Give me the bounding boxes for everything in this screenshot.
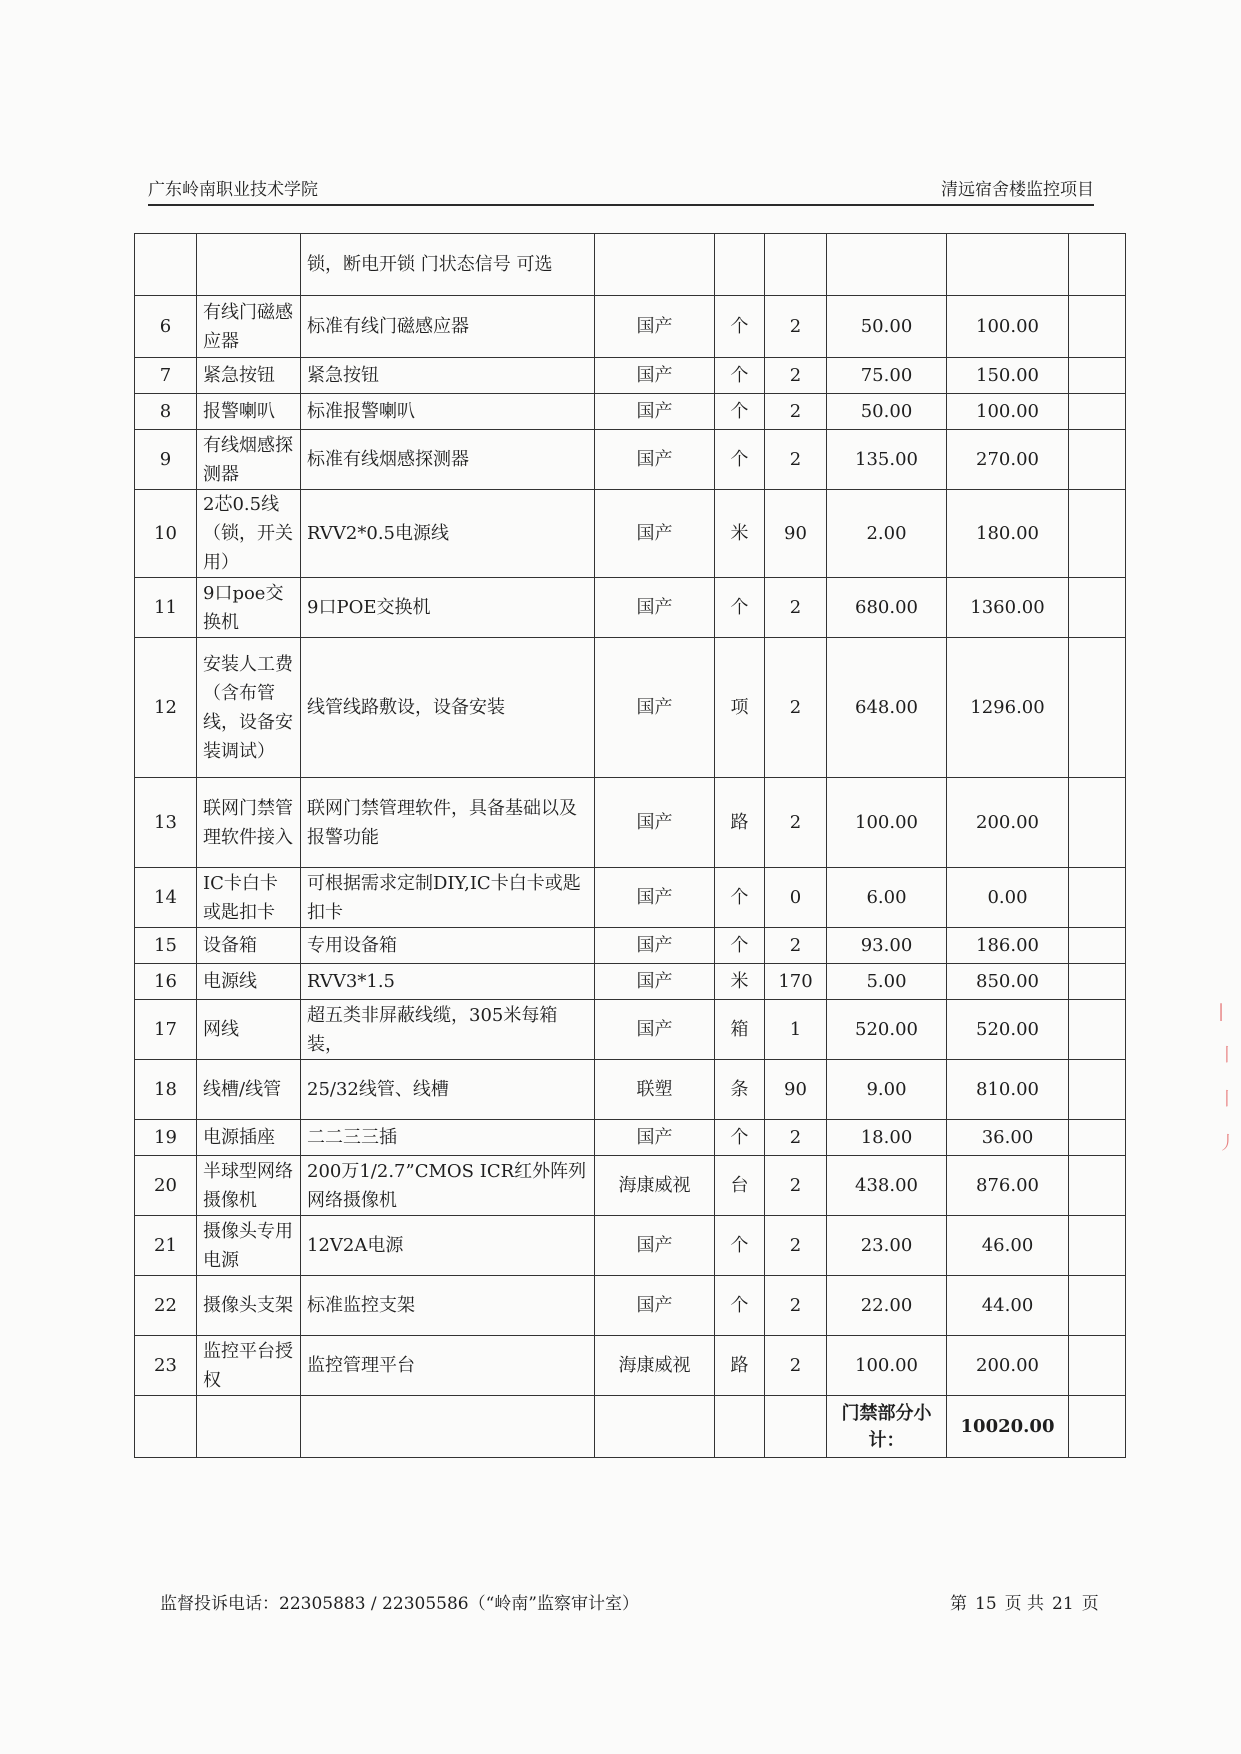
cell-qty: 2 — [765, 778, 827, 868]
header-institution: 广东岭南职业技术学院 — [148, 180, 318, 200]
cell-name: 紧急按钮 — [197, 358, 301, 394]
cell-brand: 国产 — [595, 1120, 715, 1156]
cell-spec: RVV2*0.5电源线 — [301, 490, 595, 578]
cell-unit: 个 — [715, 1216, 765, 1276]
cell-total: 100.00 — [947, 296, 1069, 358]
table-row — [135, 1276, 1126, 1336]
cell-unit: 个 — [715, 578, 765, 638]
cell-note — [1069, 1336, 1126, 1396]
cell-price: 100.00 — [827, 778, 947, 868]
cell-qty: 2 — [765, 358, 827, 394]
table-row — [135, 868, 1126, 928]
cell-brand: 国产 — [595, 358, 715, 394]
cell-price: 5.00 — [827, 964, 947, 1000]
cell-price — [827, 234, 947, 296]
cell-brand: 国产 — [595, 490, 715, 578]
cell-spec: 二二三三插 — [301, 1120, 595, 1156]
cell-name: 电源插座 — [197, 1120, 301, 1156]
complaint-hotline: 监督投诉电话：22305883 / 22305586（“岭南”监察审计室） — [160, 1594, 639, 1614]
cell-total: 520.00 — [947, 1000, 1069, 1060]
cell-total: 100.00 — [947, 394, 1069, 430]
cell-spec: 可根据需求定制DIY,IC卡白卡或匙扣卡 — [301, 868, 595, 928]
cell-note — [1069, 296, 1126, 358]
cell-name: 网线 — [197, 1000, 301, 1060]
subtotal-label: 门禁部分小计： — [827, 1396, 947, 1458]
table-row — [135, 394, 1126, 430]
cell-unit: 路 — [715, 1336, 765, 1396]
cell-unit: 个 — [715, 1276, 765, 1336]
cell-name: 有线门磁感应器 — [197, 296, 301, 358]
cell-name: 安装人工费（含布管线，设备安装调试） — [197, 638, 301, 778]
cell-brand: 国产 — [595, 430, 715, 490]
cell-qty: 90 — [765, 1060, 827, 1120]
cell-name: 电源线 — [197, 964, 301, 1000]
cell-qty: 2 — [765, 1120, 827, 1156]
header-project: 清远宿舍楼监控项目 — [941, 180, 1094, 200]
cell-spec: 9口POE交换机 — [301, 578, 595, 638]
table-row — [135, 1216, 1126, 1276]
cell-name: 2芯0.5线（锁，开关用） — [197, 490, 301, 578]
cell-unit: 个 — [715, 868, 765, 928]
cell-no: 8 — [135, 394, 197, 430]
cell-qty: 2 — [765, 296, 827, 358]
cell-note — [1069, 1216, 1126, 1276]
cell-note — [1069, 234, 1126, 296]
cell-price: 22.00 — [827, 1276, 947, 1336]
cell-note — [1069, 928, 1126, 964]
cell-brand — [595, 234, 715, 296]
table-row — [135, 1000, 1126, 1060]
cell-unit: 米 — [715, 490, 765, 578]
cell-spec: 25/32线管、线槽 — [301, 1060, 595, 1120]
cell-price: 680.00 — [827, 578, 947, 638]
cell-unit — [715, 234, 765, 296]
cell-no: 11 — [135, 578, 197, 638]
table-row — [135, 1156, 1126, 1216]
cell-spec: 超五类非屏蔽线缆，305米每箱装， — [301, 1000, 595, 1060]
cell-no: 19 — [135, 1120, 197, 1156]
cell-brand: 国产 — [595, 928, 715, 964]
cell-unit: 个 — [715, 430, 765, 490]
cell-spec: 紧急按钮 — [301, 358, 595, 394]
cell-qty: 2 — [765, 1336, 827, 1396]
cell-name: 有线烟感探测器 — [197, 430, 301, 490]
cell-unit: 项 — [715, 638, 765, 778]
cell-price: 18.00 — [827, 1120, 947, 1156]
cell-unit: 路 — [715, 778, 765, 868]
cell-name: IC卡白卡或匙扣卡 — [197, 868, 301, 928]
cell-qty: 2 — [765, 394, 827, 430]
price-table — [134, 233, 1126, 1458]
cell-note — [1069, 1276, 1126, 1336]
cell-no: 7 — [135, 358, 197, 394]
page-number: 第 15 页 共 21 页 — [950, 1594, 1099, 1614]
cell-total: 180.00 — [947, 490, 1069, 578]
cell-note — [1069, 358, 1126, 394]
cell-spec: 线管线路敷设，设备安装 — [301, 638, 595, 778]
cell-brand: 国产 — [595, 638, 715, 778]
cell-note — [1069, 1000, 1126, 1060]
cell-spec: 标准监控支架 — [301, 1276, 595, 1336]
cell-brand: 国产 — [595, 1000, 715, 1060]
table-row — [135, 1060, 1126, 1120]
cell-no: 20 — [135, 1156, 197, 1216]
cell-note — [1069, 868, 1126, 928]
cell-unit: 条 — [715, 1060, 765, 1120]
cell-qty: 2 — [765, 430, 827, 490]
red-seal-fragment: | 丨 ⼁ 丿 — [1218, 1001, 1236, 1154]
cell-note — [1069, 1156, 1126, 1216]
table-row — [135, 490, 1126, 578]
cell-no: 10 — [135, 490, 197, 578]
cell-qty: 170 — [765, 964, 827, 1000]
cell-no: 22 — [135, 1276, 197, 1336]
table-row — [135, 578, 1126, 638]
cell-brand: 国产 — [595, 394, 715, 430]
cell-total: 810.00 — [947, 1060, 1069, 1120]
cell-name: 联网门禁管理软件接入 — [197, 778, 301, 868]
cell-name: 半球型网络摄像机 — [197, 1156, 301, 1216]
cell-no: 16 — [135, 964, 197, 1000]
cell-spec: 12V2A电源 — [301, 1216, 595, 1276]
table-row — [135, 1336, 1126, 1396]
cell-price: 100.00 — [827, 1336, 947, 1396]
cell-price: 50.00 — [827, 296, 947, 358]
cell-spec: 标准有线烟感探测器 — [301, 430, 595, 490]
cell-brand: 联塑 — [595, 1060, 715, 1120]
cell-spec: 联网门禁管理软件，具备基础以及报警功能 — [301, 778, 595, 868]
cell-no: 21 — [135, 1216, 197, 1276]
cell-note — [1069, 394, 1126, 430]
cell-spec: 标准有线门磁感应器 — [301, 296, 595, 358]
cell-qty: 2 — [765, 928, 827, 964]
cell-price: 2.00 — [827, 490, 947, 578]
table-row — [135, 234, 1126, 296]
cell-qty: 90 — [765, 490, 827, 578]
cell-note — [1069, 1060, 1126, 1120]
cell-brand: 国产 — [595, 964, 715, 1000]
subtotal-row — [135, 1396, 1126, 1458]
cell-no: 12 — [135, 638, 197, 778]
cell-brand: 国产 — [595, 1216, 715, 1276]
cell-name: 9口poe交换机 — [197, 578, 301, 638]
cell-name: 线槽/线管 — [197, 1060, 301, 1120]
table-row — [135, 430, 1126, 490]
cell-note — [1069, 430, 1126, 490]
cell-note — [1069, 490, 1126, 578]
cell-brand: 国产 — [595, 778, 715, 868]
cell-qty: 2 — [765, 1156, 827, 1216]
cell-total: 46.00 — [947, 1216, 1069, 1276]
cell-spec: 锁，断电开锁 门状态信号 可选 — [301, 234, 595, 296]
cell-note — [1069, 638, 1126, 778]
cell-total: 150.00 — [947, 358, 1069, 394]
cell-price: 23.00 — [827, 1216, 947, 1276]
cell-name: 摄像头专用电源 — [197, 1216, 301, 1276]
cell-qty: 2 — [765, 1216, 827, 1276]
table-row — [135, 964, 1126, 1000]
cell-total: 0.00 — [947, 868, 1069, 928]
cell-unit: 台 — [715, 1156, 765, 1216]
cell-qty: 2 — [765, 638, 827, 778]
cell-note — [1069, 1120, 1126, 1156]
cell-unit: 个 — [715, 394, 765, 430]
cell-note — [1069, 964, 1126, 1000]
cell-brand: 国产 — [595, 578, 715, 638]
cell-note — [1069, 578, 1126, 638]
table-row — [135, 1120, 1126, 1156]
cell-name — [197, 234, 301, 296]
table-row — [135, 778, 1126, 868]
cell-price: 6.00 — [827, 868, 947, 928]
cell-total: 1296.00 — [947, 638, 1069, 778]
cell-price: 648.00 — [827, 638, 947, 778]
cell-total: 876.00 — [947, 1156, 1069, 1216]
cell-price: 93.00 — [827, 928, 947, 964]
cell-price: 50.00 — [827, 394, 947, 430]
cell-name: 摄像头支架 — [197, 1276, 301, 1336]
cell-price: 438.00 — [827, 1156, 947, 1216]
cell-total: 200.00 — [947, 778, 1069, 868]
cell-price: 75.00 — [827, 358, 947, 394]
cell-unit: 个 — [715, 1120, 765, 1156]
cell-unit: 米 — [715, 964, 765, 1000]
cell-price: 9.00 — [827, 1060, 947, 1120]
cell-total — [947, 234, 1069, 296]
cell-brand: 国产 — [595, 1276, 715, 1336]
cell-spec: 200万1/2.7”CMOS ICR红外阵列网络摄像机 — [301, 1156, 595, 1216]
cell-total: 200.00 — [947, 1336, 1069, 1396]
cell-spec: 专用设备箱 — [301, 928, 595, 964]
cell-brand: 海康威视 — [595, 1336, 715, 1396]
cell-qty — [765, 234, 827, 296]
cell-no — [135, 234, 197, 296]
page-header — [148, 176, 1094, 206]
cell-no: 15 — [135, 928, 197, 964]
cell-total: 1360.00 — [947, 578, 1069, 638]
cell-spec: 监控管理平台 — [301, 1336, 595, 1396]
cell-qty: 0 — [765, 868, 827, 928]
cell-no: 6 — [135, 296, 197, 358]
cell-price: 135.00 — [827, 430, 947, 490]
table-row — [135, 296, 1126, 358]
cell-unit: 个 — [715, 928, 765, 964]
cell-no: 17 — [135, 1000, 197, 1060]
cell-name: 设备箱 — [197, 928, 301, 964]
table-row — [135, 358, 1126, 394]
cell-name: 监控平台授权 — [197, 1336, 301, 1396]
cell-no: 18 — [135, 1060, 197, 1120]
subtotal-value: 10020.00 — [947, 1396, 1069, 1458]
cell-unit: 箱 — [715, 1000, 765, 1060]
cell-brand: 国产 — [595, 296, 715, 358]
cell-unit: 个 — [715, 358, 765, 394]
cell-price: 520.00 — [827, 1000, 947, 1060]
cell-total: 850.00 — [947, 964, 1069, 1000]
cell-note — [1069, 778, 1126, 868]
cell-total: 270.00 — [947, 430, 1069, 490]
cell-total: 44.00 — [947, 1276, 1069, 1336]
cell-no: 23 — [135, 1336, 197, 1396]
cell-total: 36.00 — [947, 1120, 1069, 1156]
cell-spec: 标准报警喇叭 — [301, 394, 595, 430]
table-row — [135, 638, 1126, 778]
cell-brand: 海康威视 — [595, 1156, 715, 1216]
cell-no: 9 — [135, 430, 197, 490]
cell-total: 186.00 — [947, 928, 1069, 964]
cell-spec: RVV3*1.5 — [301, 964, 595, 1000]
cell-qty: 2 — [765, 1276, 827, 1336]
cell-unit: 个 — [715, 296, 765, 358]
table-row — [135, 928, 1126, 964]
cell-no: 14 — [135, 868, 197, 928]
cell-qty: 2 — [765, 578, 827, 638]
cell-qty: 1 — [765, 1000, 827, 1060]
cell-no: 13 — [135, 778, 197, 868]
cell-brand: 国产 — [595, 868, 715, 928]
cell-name: 报警喇叭 — [197, 394, 301, 430]
